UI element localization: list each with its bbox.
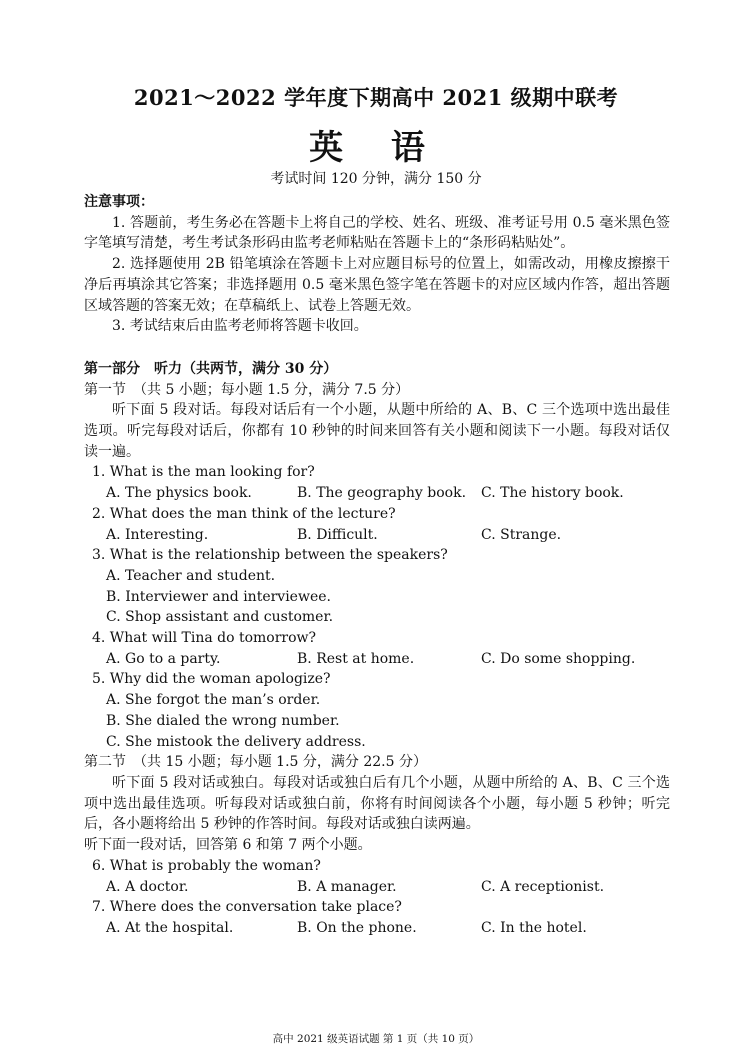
question-2-options — [84, 525, 670, 546]
option-b: B. Interviewer and interviewee. — [106, 588, 331, 605]
question-7-options — [84, 918, 670, 939]
option-c: C. She mistook the delivery address. — [106, 733, 366, 750]
option-a: A. A doctor. — [106, 878, 189, 895]
option-a: A. She forgot the man’s order. — [106, 692, 321, 709]
question-1: 1. What is the man looking for? — [92, 464, 315, 481]
subject-title: 英 语 — [309, 128, 443, 168]
option-c: C. A receptionist. — [481, 878, 605, 895]
notice-heading: 注意事项： — [84, 194, 154, 210]
notice-item-3: 3. 考试结束后由监考老师将答题卡收回。 — [112, 318, 368, 335]
option-b: B. She dialed the wrong number. — [106, 712, 340, 729]
question-4-options — [84, 649, 670, 670]
part1-heading: 第一部分 听力（共两节，满分 30 分） — [84, 360, 338, 377]
option-a: A. The physics book. — [106, 485, 252, 502]
exam-content — [84, 192, 670, 939]
notice-item-2: 2. 选择题使用 2B 铅笔填涂在答题卡上对应题目标号的位置上，如需改动，用橡皮擦擦干净后再填涂其它答案；非选择题用 0.5 毫米黑色签字笔在答题卡的对应区域内作答，超出答题区域答题的答案无效；在草稿纸上、试卷上答题无效。 — [84, 256, 670, 314]
option-a: A. At the hospital. — [106, 919, 234, 936]
option-c: C. Shop assistant and customer. — [106, 609, 334, 626]
option-b: B. Difficult. — [297, 526, 378, 543]
section2-lead: 听下面一段对话，回答第 6 和第 7 两个小题。 — [84, 837, 372, 854]
exam-title: 2021～2022 学年度下期高中 2021 级期中联考 — [133, 85, 619, 110]
spacer — [84, 337, 670, 359]
option-a: A. Go to a party. — [106, 650, 221, 667]
question-4: 4. What will Tina do tomorrow? — [92, 630, 317, 647]
option-c: C. The history book. — [481, 485, 624, 502]
question-7: 7. Where does the conversation take place? — [92, 899, 402, 916]
option-b: B. The geography book. — [297, 485, 467, 502]
option-b: B. Rest at home. — [297, 650, 415, 667]
question-6: 6. What is probably the woman? — [92, 857, 321, 874]
question-5: 5. Why did the woman apologize? — [92, 671, 331, 688]
option-a: A. Teacher and student. — [106, 567, 276, 584]
exam-info: 考试时间 120 分钟，满分 150 分 — [270, 171, 482, 187]
section1-heading: 第一节 （共 5 小题；每小题 1.5 分，满分 7.5 分） — [84, 381, 410, 398]
section1-instructions: 听下面 5 段对话。每段对话后有一个小题，从题中所给的 A、B、C 三个选项中选出最佳选项。听完每段对话后，你都有 10 秒钟的时间来回答有关小题和阅读下一小题。每段对话仅读一遍。 — [84, 402, 670, 460]
option-a: A. Interesting. — [106, 526, 209, 543]
option-c: C. In the hotel. — [481, 919, 587, 936]
option-b: B. A manager. — [297, 878, 397, 895]
notice-item-1: 1. 答题前，考生务必在答题卡上将自己的学校、姓名、班级、准考证号用 0.5 毫米黑色签字笔填写清楚，考生考试条形码由监考老师粘贴在答题卡上的“条形码粘贴处”。 — [84, 214, 670, 252]
section2-heading: 第二节 （共 15 小题；每小题 1.5 分，满分 22.5 分） — [84, 754, 427, 771]
section2-instructions: 听下面 5 段对话或独白。每段对话或独白后有几个小题，从题中所给的 A、B、C 三个选项中选出最佳选项。听每段对话或独白前，你将有时间阅读各个小题，每小题 5 秒钟；听完后，各小题将给出 5 秒钟的作答时间。每段对话或独白读两遍。 — [84, 774, 670, 833]
option-b: B. On the phone. — [297, 919, 417, 936]
option-c: C. Do some shopping. — [481, 650, 636, 667]
page-footer: 高中 2021 级英语试题 第 1 页（共 10 页） — [272, 1033, 480, 1045]
option-c: C. Strange. — [481, 526, 562, 543]
question-3: 3. What is the relationship between the speakers? — [92, 547, 448, 564]
question-6-options — [84, 877, 670, 898]
question-2: 2. What does the man think of the lecture? — [92, 505, 396, 522]
question-1-options — [84, 483, 670, 504]
